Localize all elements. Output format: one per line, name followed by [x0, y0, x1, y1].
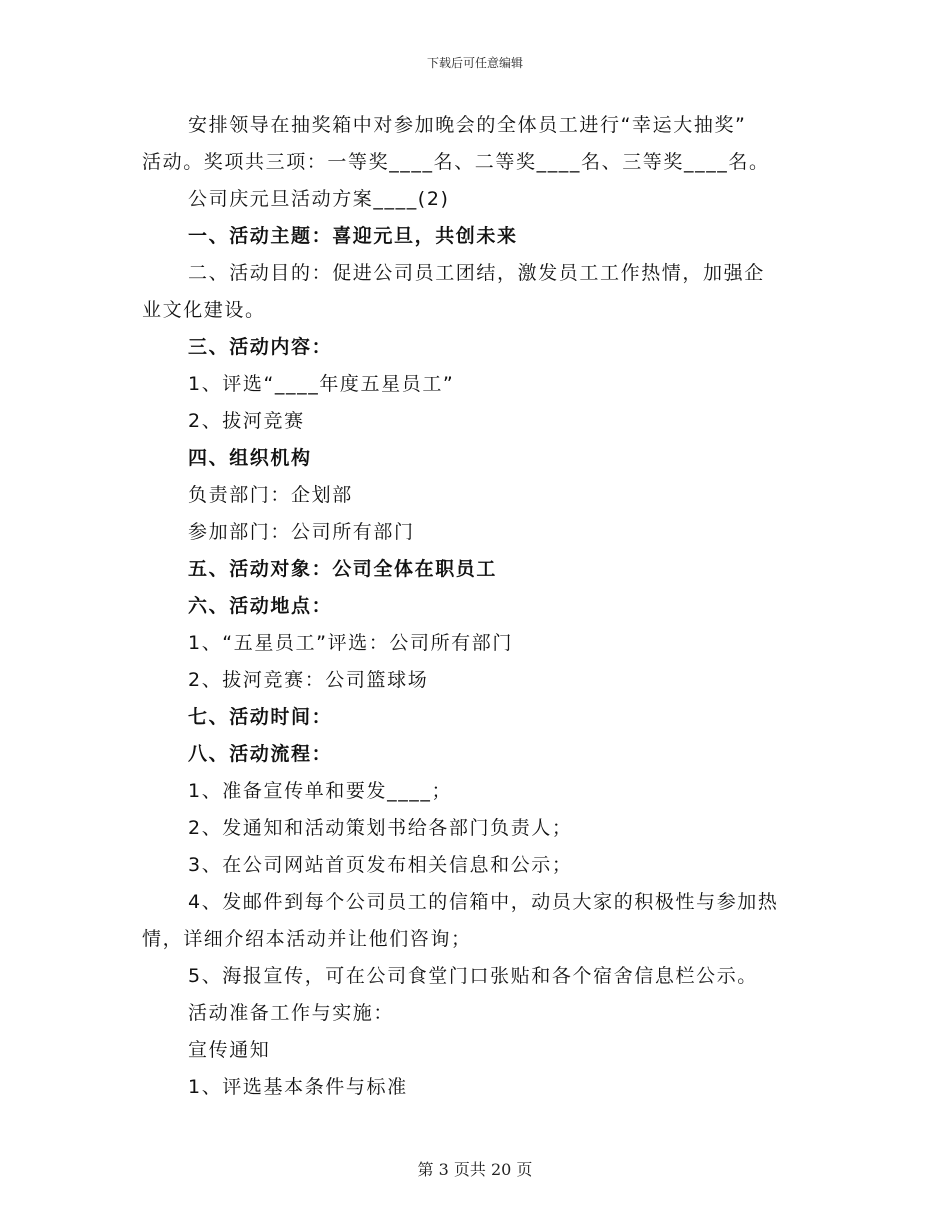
paragraph-line: 2、拔河竞赛: [188, 410, 305, 432]
paragraph-line: 1、“五星员工”评选：公司所有部门: [188, 632, 513, 654]
section-heading: 六、活动地点：: [188, 595, 333, 617]
paragraph-line: 活动准备工作与实施：: [188, 1002, 395, 1024]
paragraph-line: 1、准备宣传单和要发____；: [188, 780, 453, 802]
paragraph-line: 情，详细介绍本活动并让他们咨询；: [142, 928, 472, 950]
section-heading: 七、活动时间：: [188, 706, 333, 728]
section-heading: 四、组织机构: [188, 447, 312, 469]
section-heading: 三、活动内容：: [188, 336, 333, 358]
paragraph-line: 1、评选基本条件与标准: [188, 1076, 408, 1098]
page-header: 下载后可任意编辑: [426, 56, 523, 70]
paragraph-line: 负责部门：企划部: [188, 484, 353, 506]
paragraph-line: 2、发通知和活动策划书给各部门负责人；: [188, 817, 573, 839]
section-heading: 八、活动流程：: [188, 743, 333, 765]
paragraph-line: 公司庆元旦活动方案____(2): [188, 188, 450, 210]
section-heading: 一、活动主题：喜迎元旦，共创未来: [188, 225, 518, 247]
document-body: [142, 107, 812, 1106]
paragraph-line: 2、拔河竞赛：公司篮球场: [188, 669, 429, 691]
paragraph-line: 参加部门：公司所有部门: [188, 521, 415, 543]
paragraph-line: 4、发邮件到每个公司员工的信箱中，动员大家的积极性与参加热: [188, 891, 779, 913]
paragraph-line: 1、评选“____年度五星员工”: [188, 373, 455, 395]
paragraph-line: 宣传通知: [188, 1039, 271, 1061]
page-footer: 第 3 页共 20 页: [417, 1160, 533, 1179]
section-heading: 五、活动对象：公司全体在职员工: [188, 558, 498, 580]
paragraph-line: 业文化建设。: [142, 299, 266, 321]
paragraph-line: 二、活动目的：促进公司员工团结，激发员工工作热情，加强企: [188, 262, 765, 284]
paragraph-line: 活动。奖项共三项：一等奖____名、二等奖____名、三等奖____名。: [142, 151, 770, 173]
paragraph-line: 安排领导在抽奖箱中对参加晚会的全体员工进行“幸运大抽奖”: [188, 114, 747, 136]
paragraph-line: 3、在公司网站首页发布相关信息和公示；: [188, 854, 573, 876]
paragraph-line: 5、海报宣传，可在公司食堂门口张贴和各个宿舍信息栏公示。: [188, 965, 758, 987]
